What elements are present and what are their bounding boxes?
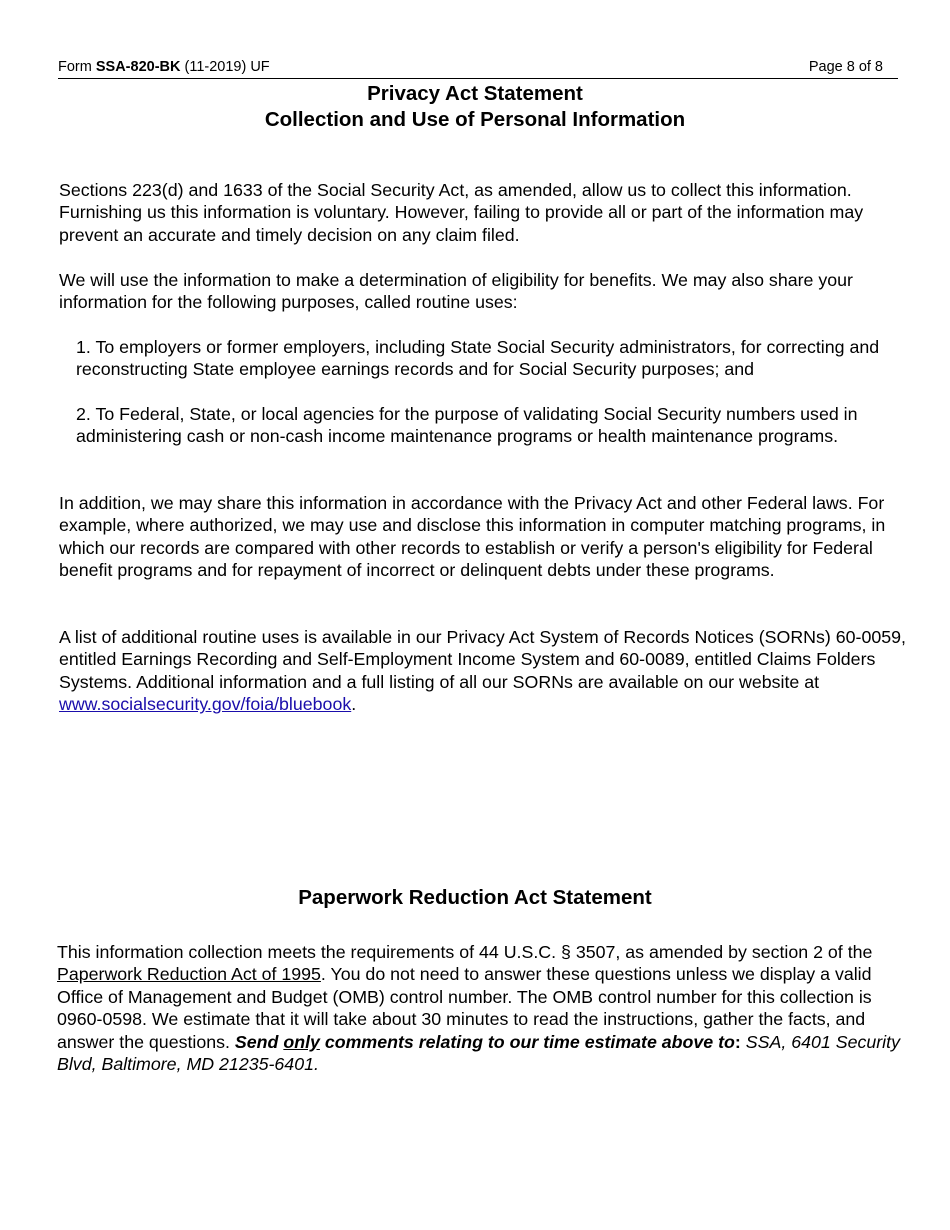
paperwork-paragraph: This information collection meets the requirements of 44 U.S.C. § 3507, as amended by section 2 of the Paperwork Reduction Act of 1995. You do not need to answer these questions unless we display a valid Office of Management and Budget (OMB) control number. The OMB control number for this collection is 0960-0598. We estimate that it will take about 30 minutes to read the instructions, gather the facts, and answer the questions. Send only comments relating to our time estimate above to: SSA, 6401 Security Blvd, Baltimore, MD 21235-6401. (57, 942, 900, 1075)
privacy-paragraph-1: Sections 223(d) and 1633 of the Social Security Act, as amended, allow us to collect this information. Furnishing us this information is voluntary. However, failing to provide all or part of the information may prevent an accurate and timely decision on any claim filed. (59, 180, 864, 245)
privacy-act-subtitle: Collection and Use of Personal Information (264, 108, 686, 131)
form-number: Form SSA-820-BK (11-2019) UF (58, 59, 270, 75)
privacy-paragraph-4: A list of additional routine uses is available in our Privacy Act System of Records Notices (SORNs) 60-0059, entitled Earnings Recording and Self-Employment Income System and 60-0089, entitled Claims Folders Systems. Additional information and a full listing of all our SORNs are available on our website at www.socialsecurity.gov/foia/bluebook. (59, 627, 906, 715)
privacy-paragraph-2: We will use the information to make a determination of eligibility for benefits. We may also share your information for the following purposes, called routine uses: (59, 270, 853, 313)
mailing-address: SSA, 6401 Security Blvd, Baltimore, MD 21235-6401. (57, 1031, 900, 1075)
paperwork-act-title: Paperwork Reduction Act Statement (298, 886, 652, 909)
routine-use-item-1: 1. To employers or former employers, including State Social Security administrators, for correcting and reconstructing State employee earnings records and for Social Security purposes; and (76, 337, 880, 380)
paperwork-act-name: Paperwork Reduction Act of 1995 (57, 964, 321, 985)
privacy-paragraph-3: In addition, we may share this information in accordance with the Privacy Act and other Federal laws. For example, where authorized, we may use and disclose this information in computer matching programs, in which our records are compared with other records to establish or verify a person's eligibility for Federal benefit programs and for repayment of incorrect or delinquent debts under these programs. (59, 493, 886, 581)
routine-use-item-2: 2. To Federal, State, or local agencies for the purpose of validating Social Security numbers used in administering cash or non-cash income maintenance programs or health maintenance programs. (76, 404, 858, 447)
privacy-act-title: Privacy Act Statement (367, 82, 583, 105)
page-header (58, 58, 898, 79)
page-number: Page 8 of 8 (808, 59, 883, 75)
bluebook-link[interactable]: www.socialsecurity.gov/foia/bluebook (59, 694, 352, 715)
